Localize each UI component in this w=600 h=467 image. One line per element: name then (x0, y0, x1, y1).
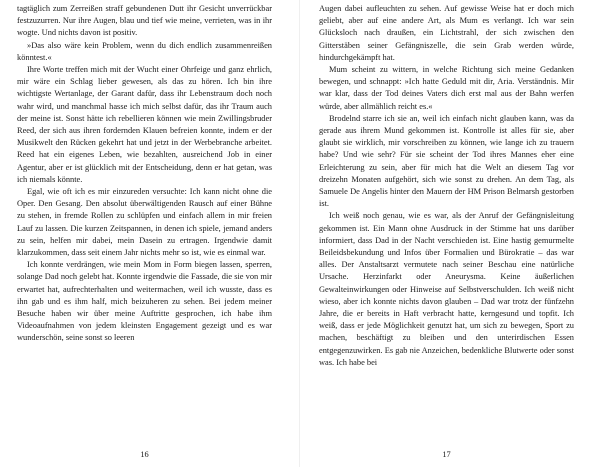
right-paragraph-3: Brodelnd starre ich sie an, weil ich einfach nicht glauben kann, was da gerade aus ihrem Mund gekommen ist. Kontrolle ist alles für sie, aber glaubt sie wirklich, mir vorschreiben zu können, wie lange ich zu trauern habe? Und wie sehr? Für sie scheint der Tod ihres Mannes eher eine Erleichterung zu sein, aber für mich hat die Welt an diesem Tag vor dreizehn Monaten aufgehört, sich wie sonst zu drehen. An dem Tag, als Samuele De Angelis hinter den Mauern der HM Prison Belmarsh gestorben ist. (319, 113, 574, 209)
left-paragraph-1: tagtäglich zum Zerreißen straff gebundenen Dutt ihr Gesicht unverrückbar festzuzurren. Nur ihre Augen, blau und tief wie meine, verrieten, was in ihr wogte. Und nichts davon ist positiv. (17, 4, 272, 38)
left-page-number: 16 (140, 450, 149, 459)
left-paragraph-4: Egal, wie oft ich es mir einzureden versuchte: Ich kann nicht ohne die Oper. Den Gesang. Den absolut überwältigenden Rausch auf einer Bühne zu stehen, in fremde Rollen zu schlüpfen und einfach allem in mir freien Lauf zu lassen. Die kurzen Zeitspannen, in denen ich spiele, jemand anders zu sein, helfen mir dabei, mein Dasein zu ertragen. Irgendwie damit klarzukommen, dass seit einem Jahr nichts mehr so ist, wie es einmal war. (17, 187, 272, 258)
left-page (17, 0, 272, 467)
left-paragraph-3: Ihre Worte treffen mich mit der Wucht einer Ohrfeige und ganz ehrlich, mir wäre ein Schlag lieber gewesen, als das zu hören. Ich bin ihre wichtigste Wertanlage, der Garant dafür, dass ihr Lebenstraum doch noch wahr wird, und manchmal hasse ich mich selbst dafür, das ihr Traum auch der meine ist. Sonst hätte ich rebellieren können wie mein Zwillingsbruder Reed, der sich aus ihren fordernden Klauen befreien konnte, indem er der Musikwelt den Rücken gekehrt hat und jetzt in der Werbebranche arbeitet. Reed hat ein eigenes Leben, wie bezahlten, ausreichend Job in einer Agentur, aber er ist glücklich mit der Entscheidung, denn er hat getan, was ich niemals könnte. (17, 65, 272, 184)
right-paragraph-1: Augen dabei aufleuchten zu sehen. Auf gewisse Weise hat er doch mich geliebt, aber auf eine andere Art, als Mum es verlangt. Ich war sein Glücksloch nach draußen, ein Lichtstrahl, der sich zwischen den Gitterstäben seiner Gefängniszelle, die sein Grab werden würde, hindurchgekämpft hat. (319, 4, 574, 62)
page-gutter (299, 0, 300, 467)
right-paragraph-4: Ich weiß noch genau, wie es war, als der Anruf der Gefängnisleitung gekommen ist. Ein Mann ohne Ausdruck in der Stimme hat uns darüber informiert, dass Dad in der Nacht verschieden ist. Eine hastig gemurmelte Beileidsbekundung und Infos über Formalien und Bürokratie – das war alles. Der Anstaltsarzt vermutete nach seiner Beschau eine natürliche Ursache. Herzinfarkt oder Aneurysma. Keine äußerlichen Gewalteinwirkungen oder Hinweise auf Selbstverschulden. Ich weiß nicht wieso, aber ich konnte nichts davon glauben – Dad war trotz der fünfzehn Jahre, die er bereits in Haft verbracht hatte, kerngesund und topfit. Ich weiß, dass er jede Möglichkeit genutzt hat, um sich zu bewegen, Sport zu machen, beschäftigt zu bleiben und den unterirdischen Essen entgegenzuwirken. Es gab nie Anzeichen, bedenkliche Blutwerte oder sonst was. Ich habe bei (319, 211, 574, 367)
right-page-number: 17 (442, 450, 451, 459)
right-paragraph-2: Mum scheint zu wittern, in welche Richtung sich meine Gedanken bewegen, und schnappt: »Ich hatte Geduld mit dir, Aria. Verständnis. Mir war klar, dass der Tod deines Vaters dich erst mal aus der Bahn werfen würde, aber allmählich reicht es.« (319, 65, 574, 111)
left-paragraph-2: »Das also wäre kein Problem, wenn du dich endlich zusammenreißen könntest.« (17, 40, 272, 62)
left-paragraph-5: Ich konnte verdrängen, wie mein Mom in Form biegen lassen, sperren, solange Dad noch gelebt hat. Konnte irgendwie die Fassade, die sie von mir erwartet hat, aufrechterhalten und weitermachen, weil ich wusste, dass es ihn gab und es ihm half, mich beizuheren zu sehen. Bei jedem meiner Besuche haben wir über meine Auftritte gesprochen, ich habe ihm Videoaufnahmen von jedem kleinsten Engagement gezeigt und es war wunderschön, seine sonst so leeren (17, 260, 272, 343)
right-page (319, 0, 574, 467)
